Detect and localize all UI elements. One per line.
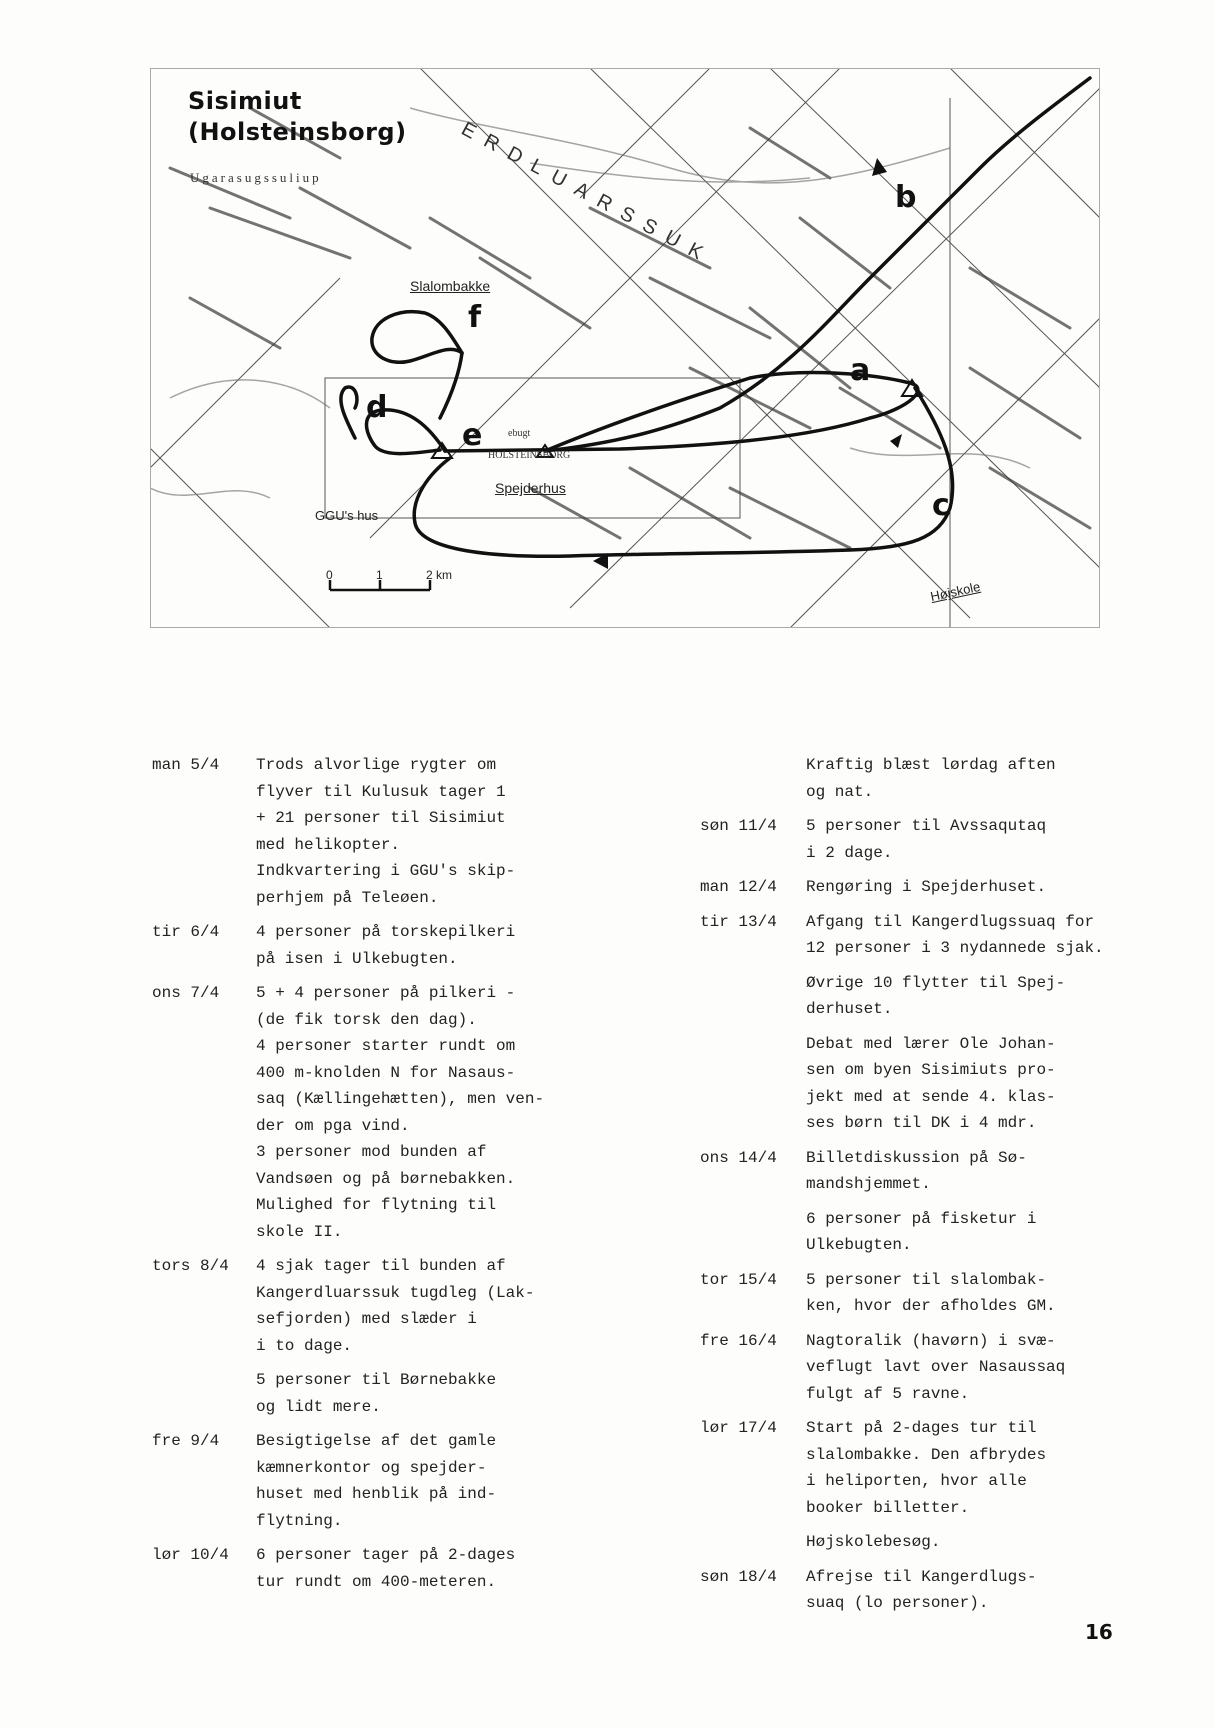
text-line: Øvrige 10 flytter til Spej- — [806, 973, 1066, 992]
diary-entry — [700, 1415, 1120, 1564]
diary-entry — [700, 752, 1120, 813]
entry-date: tir 6/4 — [152, 923, 220, 941]
entry-paragraph — [806, 1529, 1120, 1556]
text-line: Indkvartering i GGU's skip- — [256, 862, 516, 880]
text-line: derhuset. — [806, 1000, 893, 1018]
diary-entry — [152, 1253, 572, 1428]
entry-date: lør 17/4 — [700, 1419, 777, 1437]
entry-date: tir 13/4 — [700, 912, 777, 931]
entry-paragraph — [806, 1564, 1120, 1617]
entry-date: ons 7/4 — [152, 984, 220, 1002]
text-line: 4 sjak tager til bunden af — [256, 1257, 506, 1275]
entry-text — [806, 813, 1120, 874]
entry-paragraph — [256, 1542, 572, 1595]
entry-paragraph — [806, 1031, 1120, 1137]
text-line: slalombakke. Den afbrydes — [806, 1445, 1047, 1464]
entry-text — [256, 919, 572, 980]
text-line: jekt med at sende 4. klas- — [806, 1087, 1056, 1106]
text-line: Ulkebugten. — [806, 1236, 912, 1254]
text-line: veflugt lavt over Nasaussaq — [806, 1358, 1066, 1376]
diary-entry — [700, 1328, 1120, 1416]
text-line: Debat med lærer Ole Johan- — [806, 1034, 1056, 1053]
text-line: fulgt af 5 ravne. — [806, 1384, 970, 1403]
entry-paragraph — [256, 1367, 572, 1420]
scale-label-0: 0 — [326, 568, 333, 582]
route-letter-e: e — [462, 418, 483, 453]
entry-paragraph — [256, 919, 572, 972]
entry-paragraph — [806, 1267, 1120, 1320]
entry-date: ons 14/4 — [700, 1148, 777, 1167]
entry-date: man 12/4 — [700, 878, 777, 896]
entry-date — [700, 752, 806, 813]
entry-paragraph — [256, 980, 572, 1245]
diary-entry — [700, 909, 1120, 1145]
entry-text — [256, 980, 572, 1253]
entry-text — [806, 1415, 1120, 1564]
text-line: Afrejse til Kangerdlugs- — [806, 1567, 1037, 1586]
map-label-ggu: GGU's hus — [315, 508, 379, 523]
diary-entry — [152, 1428, 572, 1542]
entry-text — [806, 874, 1120, 909]
entry-date: fre 16/4 — [700, 1331, 777, 1350]
map-title-line2: (Holsteinsborg) — [188, 118, 407, 146]
text-line: 3 personer mod bunden af — [256, 1143, 487, 1161]
map-label-spejderhus: Spejderhus — [495, 480, 566, 496]
text-line: Vandsøen og på børnebakken. — [256, 1169, 516, 1188]
route-letter-a: a — [850, 353, 871, 388]
map-label-fjord: ERDLUARSSUK — [457, 118, 718, 270]
route-letter-c: c — [932, 488, 950, 523]
diary-entry — [152, 980, 572, 1253]
entry-date: fre 9/4 — [152, 1432, 220, 1450]
entry-text — [806, 1564, 1120, 1625]
entry-paragraph — [806, 874, 1120, 901]
diary-entry — [700, 1564, 1120, 1625]
text-line: Mulighed for flytning til — [256, 1196, 497, 1214]
entry-text — [256, 1542, 572, 1603]
text-line: flyver til Kulusuk tager 1 — [256, 782, 506, 801]
text-line: på isen i Ulkebugten. — [256, 949, 458, 968]
text-line: Besigtigelse af det gamle — [256, 1432, 497, 1450]
text-line: i 2 dage. — [806, 843, 893, 862]
entry-paragraph — [256, 752, 572, 911]
text-line: booker billetter. — [806, 1498, 970, 1517]
entry-paragraph — [256, 1253, 572, 1359]
text-line: Nagtoralik (havørn) i svæ- — [806, 1331, 1056, 1350]
text-line: Kraftig blæst lørdag aften — [806, 756, 1056, 774]
text-line: 400 m-knolden N for Nasaus- — [256, 1063, 516, 1082]
diary-entry — [152, 1542, 572, 1603]
text-line: sen om byen Sisimiuts pro- — [806, 1061, 1056, 1079]
entry-text — [256, 1253, 572, 1428]
entry-text — [806, 909, 1120, 1145]
text-line: 6 personer tager på 2-dages — [256, 1546, 516, 1564]
text-line: perhjem på Teleøen. — [256, 888, 439, 907]
map-title-line1: Sisimiut — [188, 87, 302, 115]
text-line: 12 personer i 3 nydannede sjak. — [806, 939, 1104, 957]
text-line: og lidt mere. — [256, 1397, 381, 1416]
text-line: 6 personer på fisketur i — [806, 1209, 1037, 1228]
entry-date: lør 10/4 — [152, 1546, 229, 1564]
text-line: 5 personer til slalombak- — [806, 1270, 1047, 1289]
page-number: 16 — [1085, 1620, 1113, 1644]
entry-text — [806, 1328, 1120, 1416]
text-line: 5 personer til Avssaqutaq — [806, 817, 1047, 835]
text-line: i heliporten, hvor alle — [806, 1472, 1027, 1490]
scale-label-2km: 2 km — [426, 568, 453, 582]
entry-date: søn 18/4 — [700, 1567, 777, 1586]
text-line: Kangerdluarssuk tugdleg (Lak- — [256, 1283, 535, 1302]
scale-label-1: 1 — [376, 568, 383, 582]
text-line: der om pga vind. — [256, 1116, 410, 1135]
map-label-slalom: Slalombakke — [410, 278, 491, 294]
text-line: + 21 personer til Sisimiut — [256, 809, 506, 827]
entry-date: tors 8/4 — [152, 1257, 229, 1275]
text-line: skole II. — [256, 1222, 343, 1241]
diary-entry — [700, 1145, 1120, 1267]
text-line: (de fik torsk den dag). — [256, 1010, 477, 1029]
text-line: 5 personer til Børnebakke — [256, 1371, 497, 1389]
text-line: og nat. — [806, 782, 874, 801]
text-line: med helikopter. — [256, 835, 401, 854]
text-line: sefjorden) med slæder i — [256, 1310, 477, 1328]
text-line: flytning. — [256, 1511, 343, 1530]
text-line: saq (Kællingehætten), men ven- — [256, 1090, 545, 1108]
text-line: Afgang til Kangerdlugssuaq for — [806, 912, 1095, 931]
text-line: Højskolebesøg. — [806, 1533, 941, 1551]
entry-date: søn 11/4 — [700, 817, 777, 835]
map-label-top-left: Ugarasugssuliup — [190, 170, 322, 185]
text-line: Start på 2-dages tur til — [806, 1419, 1037, 1437]
entry-paragraph — [806, 1206, 1120, 1259]
diary-left-column — [152, 752, 572, 1603]
text-line: ses børn til DK i 4 mdr. — [806, 1114, 1037, 1132]
entry-paragraph — [256, 1428, 572, 1534]
text-line: 4 personer starter rundt om — [256, 1037, 516, 1055]
entry-paragraph — [806, 813, 1120, 866]
route-letter-f: f — [468, 300, 482, 335]
route-letter-d: d — [366, 390, 388, 425]
map-label-bay: ebugt — [508, 428, 531, 439]
entry-paragraph — [806, 1145, 1120, 1198]
text-line: mandshjemmet. — [806, 1175, 931, 1193]
text-line: suaq (lo personer). — [806, 1594, 989, 1612]
entry-text — [806, 752, 1120, 813]
map-title — [188, 86, 407, 148]
diary-entry — [700, 1267, 1120, 1328]
entry-date: man 5/4 — [152, 756, 220, 774]
diary-entry — [700, 813, 1120, 874]
map-label-hojskole: Højskole — [928, 578, 982, 605]
entry-date: tor 15/4 — [700, 1270, 777, 1289]
text-line: ken, hvor der afholdes GM. — [806, 1297, 1056, 1315]
entry-text — [806, 1267, 1120, 1328]
map-drawing — [150, 68, 1100, 628]
diary-entry — [152, 752, 572, 919]
diary-entry — [700, 874, 1120, 909]
map-label-town: HOLSTEINSBORG — [488, 450, 571, 461]
entry-paragraph — [806, 752, 1120, 805]
text-line: huset med henblik på ind- — [256, 1485, 497, 1503]
entry-text — [256, 1428, 572, 1542]
text-line: 5 + 4 personer på pilkeri - — [256, 984, 516, 1002]
entry-paragraph — [806, 909, 1120, 962]
map-figure — [150, 68, 1100, 628]
diary-right-column — [700, 752, 1120, 1625]
text-line: kæmnerkontor og spejder- — [256, 1458, 487, 1477]
text-line: Trods alvorlige rygter om — [256, 756, 497, 774]
text-line: Rengøring i Spejderhuset. — [806, 878, 1047, 896]
text-line: i to dage. — [256, 1336, 353, 1355]
text-line: Billetdiskussion på Sø- — [806, 1148, 1027, 1167]
diary-entry — [152, 919, 572, 980]
entry-text — [256, 752, 572, 919]
text-line: tur rundt om 400-meteren. — [256, 1572, 497, 1591]
entry-paragraph — [806, 1415, 1120, 1521]
text-line: 4 personer på torskepilkeri — [256, 923, 516, 941]
route-letter-b: b — [895, 180, 917, 215]
entry-paragraph — [806, 1328, 1120, 1408]
entry-text — [806, 1145, 1120, 1267]
entry-paragraph — [806, 970, 1120, 1023]
